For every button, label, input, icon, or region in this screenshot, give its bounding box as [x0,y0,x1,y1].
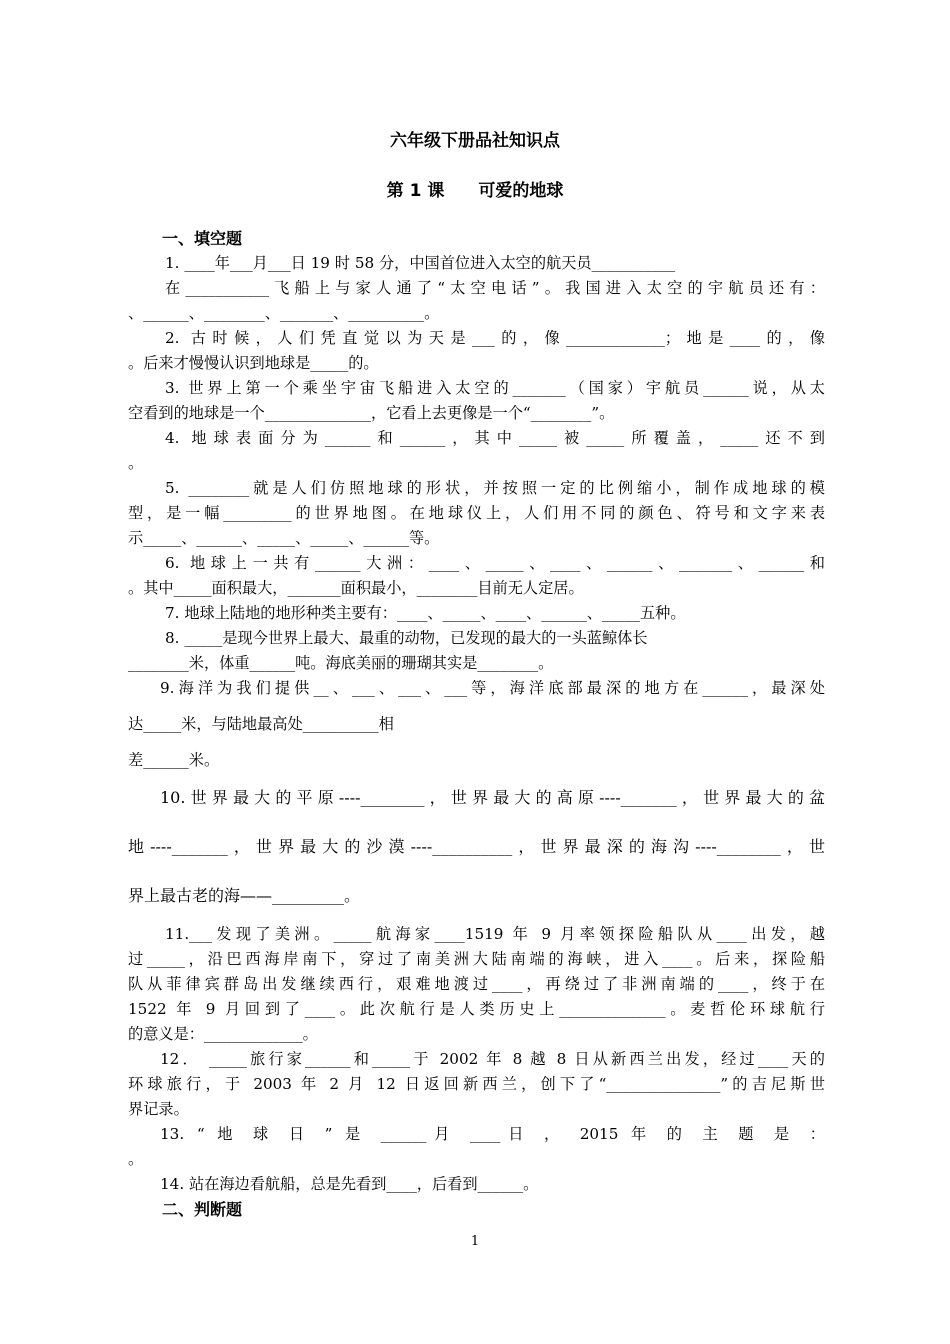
text-line: 。其中_____面积最大，_______面积最小，________目前无人定居。 [128,579,584,597]
page-number: 1 [470,1234,480,1249]
section-heading-true-false: 二、判断题 [162,1200,243,1219]
text-line: 1. ____年___月___日 19 时 58 分，中国首位进入太空的航天员___________ [165,254,676,272]
text-line: 。后来才慢慢认识到地球是_____的。 [128,354,379,372]
text-line: 12． _____旅行家______和_____于 2002 年 8 越 8 日从新西兰出发，经过____天的 [160,1050,825,1068]
text-line: 14. 站在海边看航船，总是先看到____，后看到______。 [160,1175,539,1193]
text-line: 6. 地球上一共有______大洲：____、_____、____、______、_______、______和 [165,554,825,572]
text-line: 9.海洋为我们提供__、___、___、___等，海洋底部最深的地方在______，最深处 [160,679,825,697]
document-title: 六年级下册品社知识点 [390,131,560,151]
text-line: 10.世界最大的平原----________，世界最大的高原----_______，世界最大的盆 [160,788,825,807]
text-line: 7. 地球上陆地的地形种类主要有：____、_____、____、______、_____五种。 [165,604,686,622]
text-line: ________米，体重______吨。海底美丽的珊瑚其实是________。 [128,654,554,672]
text-line: 在___________飞船上与家人通了“太空电话”。我国进入太空的宇航员还有： [165,279,825,297]
text-line: 11.___发现了美洲。_____航海家____1519 年 9 月率领探险船队从____出发，越 [165,925,825,943]
text-line: 2. 古时候，人们凭直觉以为天是___的，像_____________；地是____的，像 [165,329,825,347]
text-line: 、______、________、_______、__________。 [128,304,440,322]
text-line: 界记录。 [128,1100,189,1118]
text-line: 环球旅行，于 2003 年 2 月 12 日返回新西兰，创下了“_______________”的吉尼斯世 [128,1075,825,1093]
lesson-title: 第 1 课 可爱的地球 [386,181,564,201]
text-line: 。 [128,1150,144,1168]
text-line: 队从菲律宾群岛出发继续西行，艰难地渡过____，再绕过了非洲南端的____，终于在 [128,975,825,993]
text-line: 8. _____是现今世界上最大、最重的动物，已发现的最大的一头蓝鲸体长 [165,629,648,647]
section-heading-fill-in: 一、填空题 [162,229,243,248]
text-line: 界上最古老的海——_________。 [128,886,361,905]
text-line: 空看到的地球是一个______________，它看上去更像是一个“________”。 [128,404,615,422]
text-line: 地----_______，世界最大的沙漠----__________，世界最深的海沟----________，世 [128,837,825,856]
text-line: 差______米。 [128,751,220,769]
text-line: 4. 地球表面分为______和______，其中_____被_____所覆盖，_____还不到 [165,429,825,447]
text-line: 的意义是：_____________。 [128,1025,318,1043]
text-line: 达_____米，与陆地最高处__________相 [128,715,394,733]
text-line: 1522 年 9 月回到了____。此次航行是人类历史上______________。麦哲伦环球航行 [128,1000,825,1018]
text-line: 示_____、______、_____、_____、______等。 [128,529,440,547]
text-line: 过_____，沿巴西海岸南下，穿过了南美洲大陆南端的海峡，进入____。后来，探险船 [128,950,825,968]
text-line: 13. “ 地 球 日 ” 是 ______月 ____日 ， 2015 年 的 主 题 是 ： [160,1125,825,1143]
text-line: 5. ________就是人们仿照地球的形状，并按照一定的比例缩小，制作成地球的模 [165,479,825,497]
text-line: 3. 世界上第一个乘坐宇宙飞船进入太空的_______（国家）宇航员______说，从太 [165,379,825,397]
text-line: 。 [128,454,144,472]
text-line: 型，是一幅_________的世界地图。在地球仪上，人们用不同的颜色、符号和文字来表 [128,504,825,522]
